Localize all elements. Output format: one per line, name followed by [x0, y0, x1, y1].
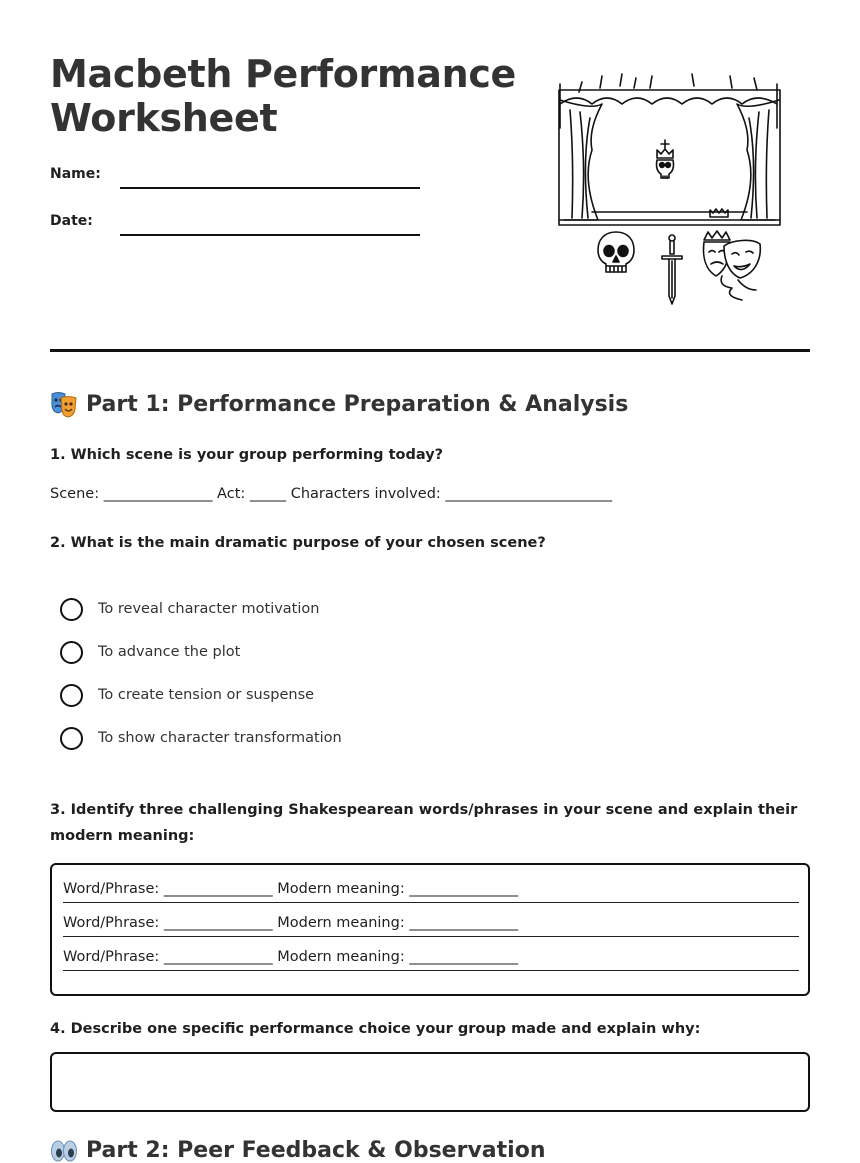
option-reveal-motivation[interactable] [60, 596, 319, 622]
question-1: 1. Which scene is your group performing today? [50, 447, 444, 463]
stage-illustration [552, 70, 787, 314]
part1-heading-text: Part 1: Performance Preparation & Analysis [86, 391, 629, 417]
vocabulary-answer-box [50, 863, 810, 996]
part1-heading [50, 390, 628, 418]
part2-heading [50, 1138, 545, 1163]
part2-heading-text: Part 2: Peer Feedback & Observation [86, 1138, 546, 1163]
option-label: To create tension or suspense [98, 687, 315, 703]
page-title: Macbeth Performance Worksheet [50, 52, 517, 140]
question-3: 3. Identify three challenging Shakespearean words/phrases in your scene and explain their modern meaning: [50, 802, 798, 844]
date-field [50, 213, 430, 243]
question-2: 2. What is the main dramatic purpose of your chosen scene? [50, 535, 546, 551]
option-character-transformation[interactable] [60, 725, 342, 751]
name-input-line[interactable] [120, 187, 420, 189]
option-label: To reveal character motivation [98, 601, 320, 617]
theater-masks-icon [704, 231, 761, 300]
option-label: To advance the plot [98, 644, 241, 660]
radio-button[interactable] [60, 641, 83, 664]
date-input-line[interactable] [120, 234, 420, 236]
dagger-icon [662, 235, 682, 304]
name-label: Name: [50, 166, 101, 182]
vocabulary-row[interactable]: Word/Phrase: _______________ Modern meaning: _______________ [63, 877, 799, 903]
option-create-tension[interactable] [60, 682, 314, 708]
name-field [50, 166, 430, 196]
performing-arts-masks-icon [50, 390, 78, 418]
radio-button[interactable] [60, 684, 83, 707]
eyes-icon [50, 1139, 78, 1163]
radio-button[interactable] [60, 727, 83, 750]
option-advance-plot[interactable] [60, 639, 240, 665]
option-label: To show character transformation [98, 730, 342, 746]
vocabulary-row[interactable]: Word/Phrase: _______________ Modern meaning: _______________ [63, 945, 799, 971]
vocabulary-row[interactable]: Word/Phrase: _______________ Modern meaning: _______________ [63, 911, 799, 937]
scene-fill-in-line[interactable]: Scene: _______________ Act: _____ Characters involved: _______________________ [50, 486, 613, 502]
question-4: 4. Describe one specific performance choice your group made and explain why: [50, 1021, 701, 1037]
radio-button[interactable] [60, 598, 83, 621]
section-divider [50, 349, 810, 352]
crown-skull-icon [657, 140, 674, 178]
performance-choice-answer-box[interactable] [50, 1052, 810, 1112]
skull-icon [598, 232, 634, 272]
theater-curtain-stage-icon [559, 74, 780, 225]
date-label: Date: [50, 213, 93, 229]
